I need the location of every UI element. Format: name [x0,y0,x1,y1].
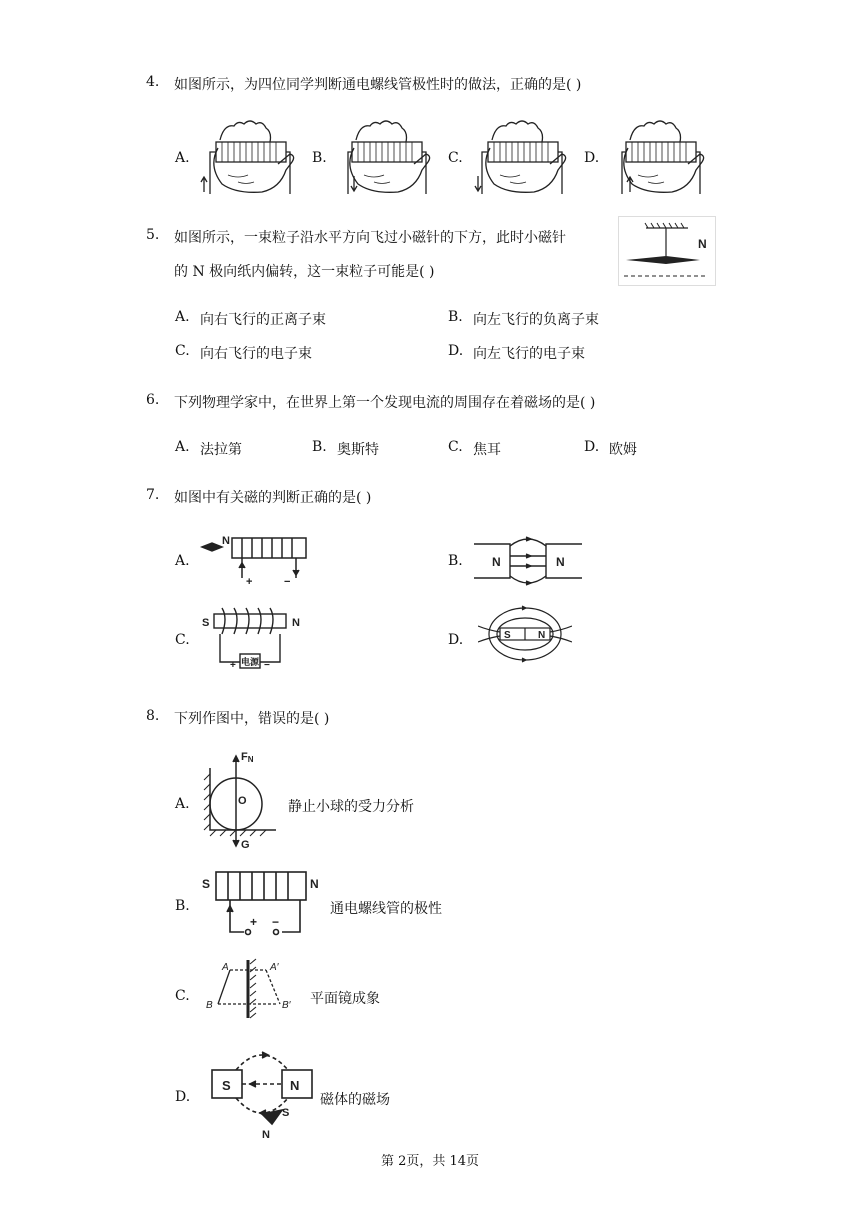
q7a-plus-label: + [246,576,253,588]
q7c-s-label: S [202,617,210,629]
q7a-minus-label: − [284,576,291,588]
q8-option-d-text: 磁体的磁场 [320,1092,390,1108]
q5-stem-line1: 如图所示，一束粒子沿水平方向飞过小磁针的下方，此时小磁针 [174,230,566,246]
q6-option-a-text: 法拉第 [200,442,242,458]
q8-figure-c [200,956,304,1020]
q7b-n-left-label: N [492,555,501,569]
q8c-a-prime-label: A′ [270,962,279,973]
q5-compass-figure [618,216,716,286]
q7b-n-right-label: N [556,555,565,569]
q8c-b-label: B [206,1000,213,1011]
q5-needle-n-label: N [698,237,707,251]
q4-figure-c [470,120,570,198]
q6-option-d-label: D. [584,439,600,455]
q8-figure-b [200,866,326,940]
q6-option-c-text: 焦耳 [473,442,501,458]
q8-figure-d [206,1046,318,1142]
q6-stem: 下列物理学家中，在世界上第一个发现电流的周围存在着磁场的是( ) [174,395,596,411]
q4-option-d-label: D. [584,150,600,166]
q6-option-b-label: B. [312,439,327,455]
q4-figure-a [198,120,298,198]
q4-option-b-label: B. [312,150,327,166]
q4-number: 4. [146,74,160,90]
q7-option-d-label: D. [448,632,464,648]
q8b-plus-label: + [250,915,258,929]
q7c-plus-label: + [230,660,236,670]
q7-figure-c [198,604,310,670]
q6-option-d-text: 欧姆 [609,442,637,458]
q7-figure-b [474,534,582,588]
q8d-needle-s-label: S [282,1107,290,1119]
q8b-minus-label: − [272,915,280,929]
q8-option-a-text: 静止小球的受力分析 [288,799,414,815]
q5-stem-line2: 的 N 极向纸内偏转，这一束粒子可能是( ) [174,264,435,280]
q4-figure-d [608,120,708,198]
q8b-n-label: N [310,877,319,891]
q8c-b-prime-label: B′ [282,1000,291,1011]
q7-option-b-label: B. [448,553,463,569]
q8-option-c-text: 平面镜成象 [310,991,380,1007]
q7a-n-label: N [222,535,230,547]
q8a-fn-label: FN [241,751,254,764]
q5-option-d-text: 向左飞行的电子束 [473,346,585,362]
q8d-s-label: S [222,1078,231,1093]
q7c-n-label: N [292,617,300,629]
q7-number: 7. [146,487,160,503]
q5-option-a-label: A. [175,309,190,325]
q8-option-d-label: D. [175,1089,191,1105]
q5-option-b-label: B. [448,309,463,325]
q5-option-d-label: D. [448,343,464,359]
q8-number: 8. [146,708,160,724]
q5-number: 5. [146,227,160,243]
q4-figure-b [334,120,434,198]
q7-option-a-label: A. [175,553,190,569]
q6-option-b-text: 奥斯特 [337,442,379,458]
q4-option-c-label: C. [448,150,463,166]
q6-option-a-label: A. [175,439,190,455]
q8-figure-a [200,748,284,850]
q7-figure-d [478,604,572,664]
q4-option-a-label: A. [175,150,190,166]
q8a-g-label: G [241,839,250,850]
q5-option-a-text: 向右飞行的正离子束 [200,312,326,328]
q6-number: 6. [146,392,160,408]
q8-option-a-label: A. [175,796,190,812]
q8d-n-label: N [290,1078,300,1093]
q8c-a-label: A [222,962,229,973]
q8-option-b-text: 通电螺线管的极性 [330,901,442,917]
q8a-o-label: O [238,795,247,807]
q7c-minus-label: − [264,660,270,670]
q5-option-c-text: 向右飞行的电子束 [200,346,312,362]
q6-option-c-label: C. [448,439,463,455]
q8b-s-label: S [202,877,211,891]
q8-stem: 下列作图中，错误的是( ) [174,711,330,727]
q7-option-c-label: C. [175,632,190,648]
q7d-s-label: S [504,630,511,641]
q5-option-c-label: C. [175,343,190,359]
q4-stem: 如图所示，为四位同学判断通电螺线管极性时的做法，正确的是( ) [174,77,582,93]
q5-option-b-text: 向左飞行的负离子束 [473,312,599,328]
q8-option-b-label: B. [175,898,190,914]
q7-figure-a [198,532,310,588]
q8-option-c-label: C. [175,988,190,1004]
page-footer: 第 2页，共 14页 [380,1154,480,1169]
q7-stem: 如图中有关磁的判断正确的是( ) [174,490,372,506]
q7d-n-label: N [538,630,546,641]
q8d-needle-n-label: N [262,1129,270,1141]
q7c-power-label: 电源 [241,657,260,667]
